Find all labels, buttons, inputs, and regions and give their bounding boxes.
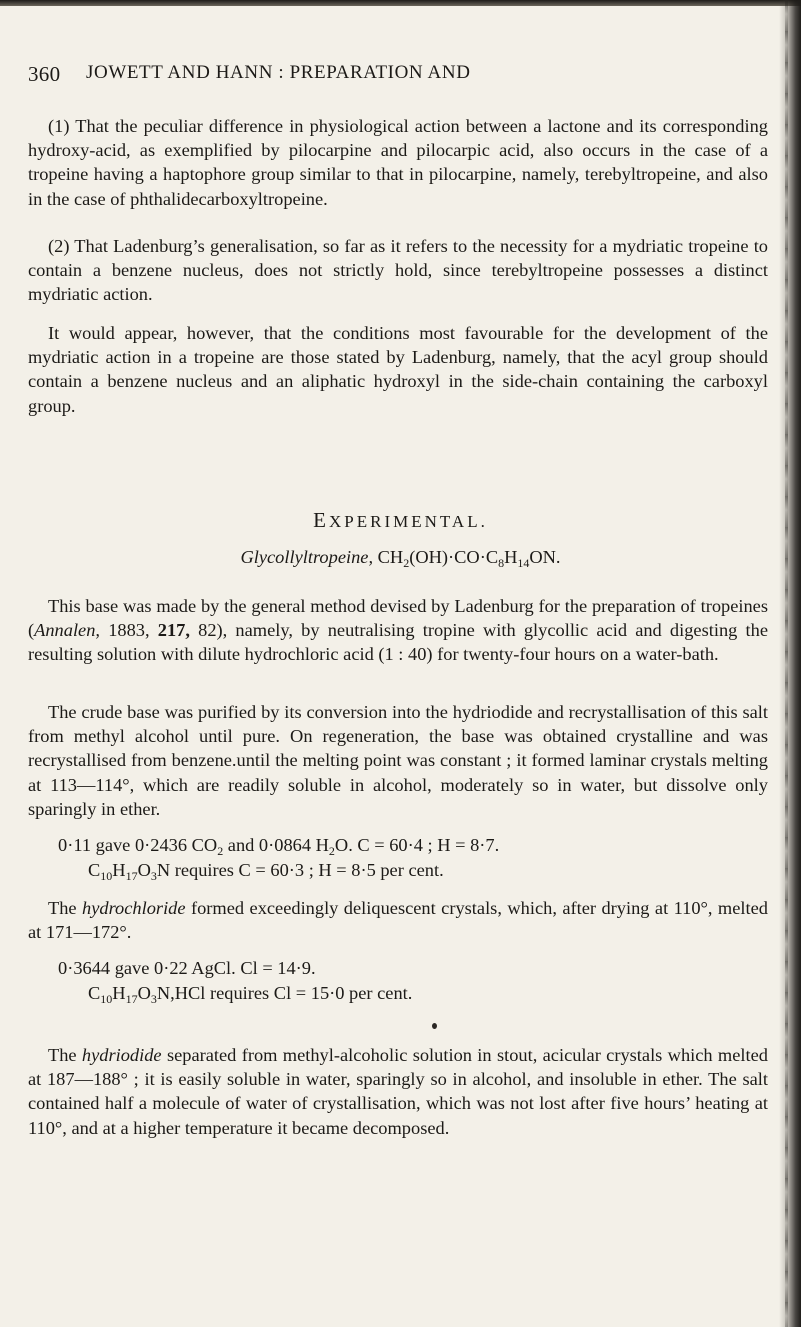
page-header [28, 62, 768, 88]
print-speck [432, 1023, 437, 1029]
analysis-line-base-required: $C_{10}H_{17}O_3N$ requires C = 60·3 ; H = 8·5 per cent. [88, 860, 444, 883]
analysis-line-hydrochloride-required: $C_{10}H_{17}O_3N,HCl$ requires Cl = 15·0 per cent. [88, 983, 413, 1006]
analysis-line-hydrochloride-found: 0·3644 gave 0·22 AgCl. Cl = 14·9. [58, 958, 316, 978]
page-gutter-shadow [779, 0, 801, 1327]
page-number: 360 [28, 62, 61, 86]
top-edge-shadow [0, 0, 801, 6]
paragraph-hydriodide: The hydriodide separated from methyl-alcoholic solution in stout, acicular crystals which melted at 187—188° ; it is easily soluble in water, sparingly so in alcohol, and insoluble in ether. The salt contained half a molecule of water of crystallisation, which was not lost after five hours’ heating at 110°, and at a higher temperature it became decomposed. [28, 1045, 768, 1138]
paragraph-preparation: This base was made by the general method devised by Ladenburg for the preparation of tropeines (Annalen, 1883, 217, 82), namely, by neutralising tropine with glycollic acid and digesting the resulting solution with dilute hydrochloric acid (1 : 40) for twenty-four hours on a water-bath. [28, 596, 769, 665]
paragraph-conclusion-summary: It would appear, however, that the conditions most favourable for the development of the mydriatic action in a tropeine are those stated by Ladenburg, namely, that the acyl group should contain a benzene nucleus and an aliphatic hydroxyl in the side-chain containing the carboxyl group. [28, 323, 768, 416]
volume-number: 217, [157, 620, 190, 641]
running-title: JOWETT AND HANN : PREPARATION AND [86, 62, 471, 83]
paragraph-conclusion-1: (1) That the peculiar difference in physiological action between a lactone and its corresponding hydroxy-acid, as exemplified by pilocarpine and pilocarpic acid, also occurs in the case of a tropeine having a haptophore group similar to that in pilocarpine, namely, terebyltropeine, and also in the case of phthalidecarboxyltropeine. [28, 116, 768, 209]
journal-citation: Annalen, [34, 620, 101, 641]
section-heading-initial: E [313, 508, 329, 532]
section-heading-experimental [0, 508, 801, 533]
paragraph-purification: The crude base was purified by its conversion into the hydriodide and recrystallisation of this salt from methyl alcohol until pure. On regeneration, the base was obtained crystalline and was recrystallised from benzene.until the melting point was constant ; it formed laminar crystals melting at 113—114°, which are readily soluble in alcohol, moderately so in water, but dissolve only sparingly in ether. [28, 702, 768, 819]
compound-formula: $CH_2(OH)\cdot CO\cdot C_8H_{14}ON$. [377, 547, 561, 570]
term-hydriodide: hydriodide [81, 1045, 162, 1065]
term-hydrochloride: hydrochloride [82, 898, 186, 918]
compound-name: Glycollyltropeine, [240, 547, 374, 567]
compound-heading [0, 547, 801, 568]
analysis-line-base-found: 0·11 gave 0·2436 $CO_2$ and 0·0864 $H_2O$. C = 60·4 ; H = 8·7. [58, 835, 500, 858]
paragraph-hydrochloride: The hydrochloride formed exceedingly deliquescent crystals, which, after drying at 110°, melted at 171—172°. [28, 898, 768, 943]
section-heading-rest: XPERIMENTAL. [329, 512, 488, 531]
paragraph-conclusion-2: (2) That Ladenburg’s generalisation, so far as it refers to the necessity for a mydriatic tropeine to contain a benzene nucleus, does not strictly hold, since terebyltropeine possesses a distinct mydriatic action. [28, 236, 768, 305]
